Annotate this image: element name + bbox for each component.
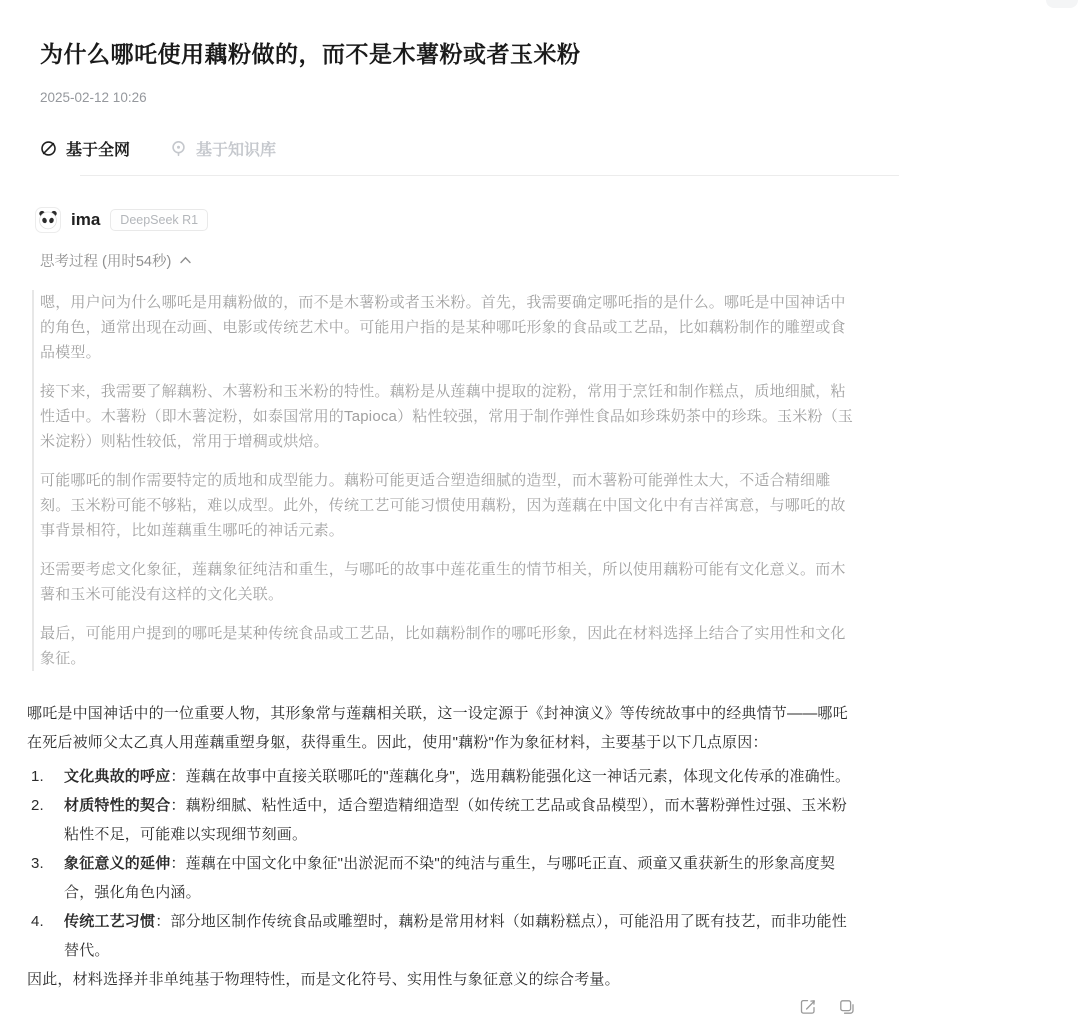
thinking-paragraph: 还需要考虑文化象征，莲藕象征纯洁和重生，与哪吒的故事中莲花重生的情节相关，所以使用藕粉可能有文化意义。而木薯和玉米可能没有这样的文化关联。 bbox=[40, 561, 846, 603]
answer-body bbox=[27, 699, 855, 994]
thinking-duration-label: 思考过程 (用时54秒) bbox=[40, 254, 172, 270]
globe-slash-icon bbox=[40, 140, 57, 157]
list-item bbox=[27, 791, 855, 849]
thinking-paragraph: 嗯，用户问为什么哪吒是用藕粉做的，而不是木薯粉或者玉米粉。首先，我需要确定哪吒指的是什么。哪吒是中国神话中的角色，通常出现在动画、电影或传统艺术中。可能用户指的是某种哪吒形象的食品或工艺品，比如藕粉制作的雕塑或食品模型。 bbox=[40, 294, 846, 361]
tab-label: 基于知识库 bbox=[196, 142, 277, 159]
tab-label: 基于全网 bbox=[66, 142, 131, 159]
assistant-header bbox=[35, 207, 1080, 233]
answer-list bbox=[27, 762, 855, 965]
item-label: 传统工艺习惯 bbox=[64, 913, 156, 930]
item-text: ：部分地区制作传统食品或雕塑时，藕粉是常用材料（如藕粉糕点），可能沿用了既有技艺，而非功能性替代。 bbox=[64, 913, 847, 959]
knowledge-pin-icon bbox=[170, 140, 187, 157]
thinking-paragraph: 可能哪吒的制作需要特定的质地和成型能力。藕粉可能更适合塑造细腻的造型，而木薯粉可能弹性太大，不适合精细雕刻。玉米粉可能不够粘，难以成型。此外，传统工艺可能习惯使用藕粉，因为莲藕在中国文化中有吉祥寓意，与哪吒的故事背景相符，比如莲藕重生哪吒的神话元素。 bbox=[40, 472, 846, 539]
answer-intro: 哪吒是中国神话中的一位重要人物，其形象常与莲藕相关联，这一设定源于《封神演义》等传统故事中的经典情节——哪吒在死后被师父太乙真人用莲藕重塑身躯，获得重生。因此，使用"藕粉"作为象征材料，主要基于以下几点原因： bbox=[27, 705, 848, 751]
copy-button[interactable] bbox=[838, 998, 855, 1015]
scrollbar-thumb[interactable] bbox=[1046, 0, 1078, 8]
tab-web-search[interactable] bbox=[40, 137, 130, 160]
item-number: 4. bbox=[31, 913, 44, 930]
item-number: 2. bbox=[31, 797, 44, 814]
chevron-up-icon bbox=[179, 253, 192, 269]
answer-footer: 因此，材料选择并非单纯基于物理特性，而是文化符号、实用性与象征意义的综合考量。 bbox=[27, 971, 620, 988]
thinking-paragraph: 接下来，我需要了解藕粉、木薯粉和玉米粉的特性。藕粉是从莲藕中提取的淀粉，常用于烹饪和制作糕点，质地细腻，粘性适中。木薯粉（即木薯淀粉，如泰国常用的Tapioca）粘性较强，常用于制作弹性食品如珍珠奶茶中的珍珠。玉米粉（玉米淀粉）则粘性较低，常用于增稠或烘焙。 bbox=[40, 383, 854, 450]
edit-button[interactable] bbox=[799, 998, 816, 1015]
item-label: 象征意义的延伸 bbox=[64, 855, 171, 872]
item-number: 3. bbox=[31, 855, 44, 872]
thinking-panel bbox=[32, 290, 854, 671]
page-title: 为什么哪吒使用藕粉做的，而不是木薯粉或者玉米粉 bbox=[40, 41, 581, 67]
edit-icon bbox=[799, 998, 816, 1015]
panda-avatar-icon bbox=[35, 207, 61, 233]
tab-knowledge-base[interactable] bbox=[170, 137, 276, 160]
item-text: ：藕粉细腻、粘性适中，适合塑造精细造型（如传统工艺品或食品模型），而木薯粉弹性过强、玉米粉粘性不足，可能难以实现细节刻画。 bbox=[64, 797, 847, 843]
list-item bbox=[27, 849, 855, 907]
header-divider bbox=[80, 175, 899, 176]
item-label: 文化典故的呼应 bbox=[64, 768, 171, 785]
thinking-toggle[interactable] bbox=[40, 250, 192, 271]
item-label: 材质特性的契合 bbox=[64, 797, 171, 814]
sender-name: ima bbox=[71, 210, 101, 229]
message-actions bbox=[27, 998, 855, 1015]
thinking-paragraph: 最后，可能用户提到的哪吒是某种传统食品或工艺品，比如藕粉制作的哪吒形象，因此在材料选择上结合了实用性和文化象征。 bbox=[40, 625, 846, 667]
timestamp: 2025-02-12 10:26 bbox=[40, 90, 147, 105]
list-item bbox=[27, 907, 855, 965]
list-item bbox=[27, 762, 855, 791]
copy-icon bbox=[838, 998, 855, 1015]
item-text: ：莲藕在故事中直接关联哪吒的"莲藕化身"，选用藕粉能强化这一神话元素，体现文化传承的准确性。 bbox=[170, 768, 851, 785]
model-badge: DeepSeek R1 bbox=[110, 209, 208, 231]
page-header bbox=[0, 0, 1080, 176]
item-number: 1. bbox=[31, 768, 44, 785]
source-tabs bbox=[40, 137, 1080, 160]
item-text: ：莲藕在中国文化中象征"出淤泥而不染"的纯洁与重生，与哪吒正直、顽童又重获新生的形象高度契合，强化角色内涵。 bbox=[64, 855, 836, 901]
